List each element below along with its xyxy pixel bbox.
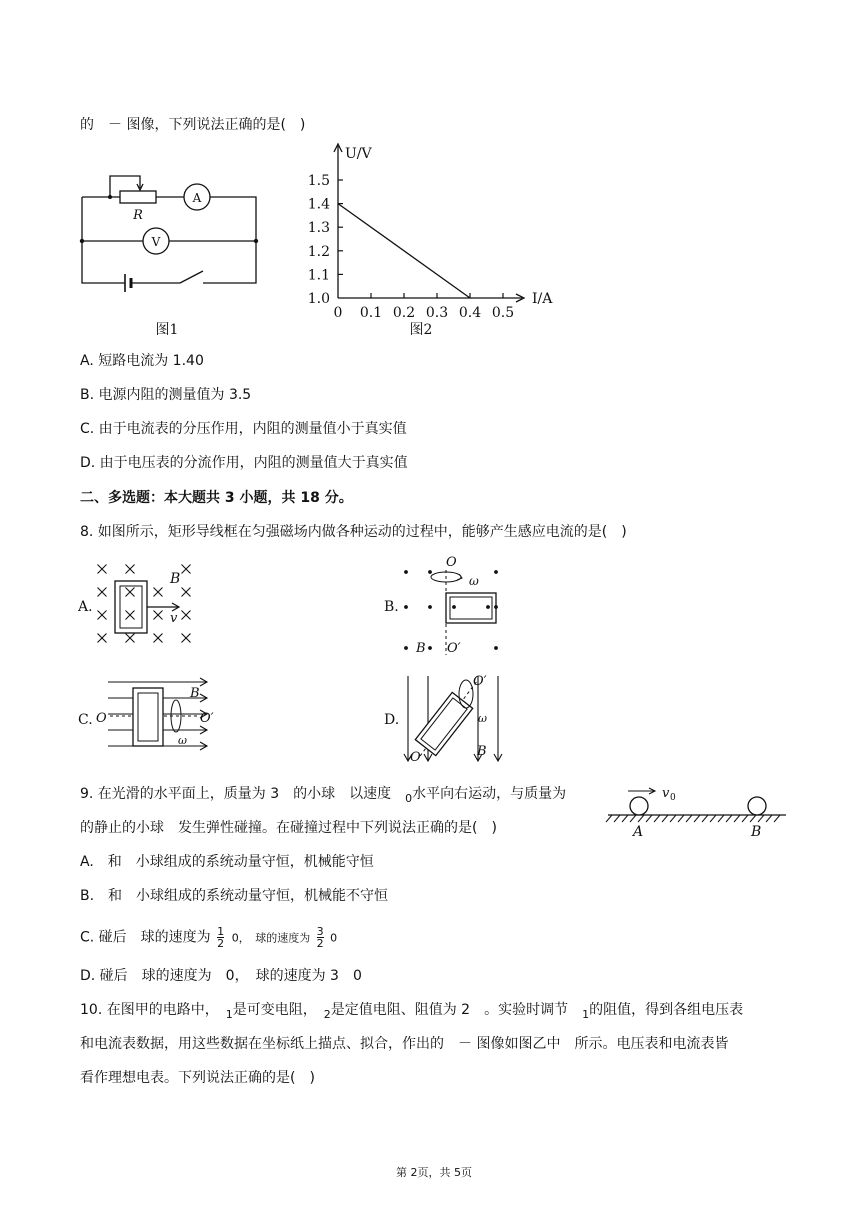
option-a: A. 短路电流为 1.40 xyxy=(80,353,204,369)
svg-text:O′: O′ xyxy=(473,674,487,689)
ground-hatch xyxy=(710,815,716,822)
ammeter-label: A xyxy=(192,191,202,205)
y-tick-label: 1.2 xyxy=(307,243,330,260)
q8-label-b: B. xyxy=(384,599,399,615)
ground-hatch xyxy=(686,815,692,822)
question-10-line-3: 看作理想电表。下列说法正确的是( ) xyxy=(80,1070,315,1086)
svg-text:O′: O′ xyxy=(200,711,214,726)
y-tick-label: 1.5 xyxy=(307,173,330,189)
svg-text:O: O xyxy=(410,750,421,765)
x-axis-label: I/A xyxy=(532,291,553,307)
svg-text:v: v xyxy=(170,611,178,626)
q9-option-b: B. 和 小球组成的系统动量守恒，机械能不守恒 xyxy=(80,888,389,904)
svg-text:A: A xyxy=(633,824,644,840)
svg-text:B: B xyxy=(751,824,762,840)
y-tick-label: 1.3 xyxy=(307,220,330,237)
ground-hatch xyxy=(750,815,756,822)
option-d: D. 由于电压表的分流作用，内阻的测量值大于真实值 xyxy=(80,455,408,471)
svg-text:B: B xyxy=(190,686,200,701)
ground-hatch xyxy=(702,815,708,822)
question-8-stem: 8. 如图所示，矩形导线框在匀强磁场内做各种运动的过程中，能够产生感应电流的是( ) xyxy=(80,524,627,540)
ground-hatch xyxy=(766,815,772,822)
voltmeter-label: V xyxy=(151,235,161,249)
q9-option-c: C. 碰后 球的速度为 $\frac{1}{2}$ 0， 球的速度为 $\frac{3}{2}$ 0 xyxy=(80,925,338,950)
y-tick-label: 1.4 xyxy=(307,196,330,213)
svg-text:B: B xyxy=(170,571,181,587)
svg-text:O: O xyxy=(96,711,107,726)
figure-1-caption: 图1 xyxy=(155,322,179,338)
resistor-label: R xyxy=(133,208,143,223)
ground-hatch xyxy=(646,815,652,822)
ground-hatch xyxy=(734,815,740,822)
x-tick-label: 0.2 xyxy=(392,305,416,321)
x-tick-label: 0.5 xyxy=(491,305,515,321)
svg-text:B: B xyxy=(477,744,487,759)
question-9-line-1: 9. 在光滑的水平面上，质量为 3 的小球 以速度 $_0$水平向右运动，与质量为 xyxy=(80,786,567,805)
y-tick-label: 1.0 xyxy=(307,291,330,307)
ground-hatch xyxy=(678,815,684,822)
question-9-line-2: 的静止的小球 发生弹性碰撞。在碰撞过程中下列说法正确的是( ) xyxy=(80,820,497,836)
svg-text:O: O xyxy=(446,555,457,570)
ground-hatch xyxy=(758,815,764,822)
option-c: C. 由于电流表的分压作用，内阻的测量值小于真实值 xyxy=(80,421,407,437)
q8-label-a: A. xyxy=(78,599,93,615)
x-tick-label: 0 xyxy=(333,305,343,321)
figure-2-caption: 图2 xyxy=(409,322,433,338)
question-10-line-1: 10. 在图甲的电路中， $_1$是可变电阻， $_2$是定值电阻、阻值为 2 。实验时调节 $_1$的阻值，得到各组电压表 xyxy=(80,1002,744,1021)
ground-hatch xyxy=(718,815,724,822)
ground-hatch xyxy=(694,815,700,822)
ground-hatch xyxy=(630,815,636,822)
svg-text:ω: ω xyxy=(178,734,187,747)
svg-text:O′: O′ xyxy=(447,641,461,656)
ground-hatch xyxy=(742,815,748,822)
section-heading: 二、多选题：本大题共 3 小题，共 18 分。 xyxy=(80,490,353,506)
page-footer: 第 2页，共 5页 xyxy=(396,1166,472,1179)
ground-hatch xyxy=(774,815,780,822)
y-tick-label: 1.1 xyxy=(307,267,330,284)
x-tick-label: 0.4 xyxy=(458,305,482,321)
ground-hatch xyxy=(670,815,676,822)
question-10-line-2: 和电流表数据，用这些数据在坐标纸上描点、拟合，作出的 － 图像如图乙中 所示。电压表和电流表皆 xyxy=(80,1036,729,1052)
option-b: B. 电源内阻的测量值为 3.5 xyxy=(80,387,252,403)
ground-hatch xyxy=(654,815,660,822)
y-axis-label: U/V xyxy=(345,146,372,162)
q9-option-d: D. 碰后 球的速度为 0， 球的速度为 3 0 xyxy=(80,968,362,984)
ground-hatch xyxy=(662,815,668,822)
svg-text:B: B xyxy=(416,641,426,656)
svg-text:0: 0 xyxy=(670,793,676,803)
q9-option-a: A. 和 小球组成的系统动量守恒，机械能守恒 xyxy=(80,854,374,870)
ground-hatch xyxy=(638,815,644,822)
svg-text:ω: ω xyxy=(478,712,487,725)
ground-hatch xyxy=(606,815,612,822)
ground-hatch xyxy=(622,815,628,822)
x-tick-label: 0.3 xyxy=(425,305,449,321)
question-stem-tail: 的 － 图像，下列说法正确的是( ) xyxy=(80,117,306,133)
ground-hatch xyxy=(614,815,620,822)
ground-hatch xyxy=(726,815,732,822)
q8-label-c: C. xyxy=(78,712,93,728)
q8-label-d: D. xyxy=(384,712,400,728)
svg-text:v: v xyxy=(662,786,670,801)
svg-text:ω: ω xyxy=(469,574,479,588)
x-tick-label: 0.1 xyxy=(359,305,383,321)
